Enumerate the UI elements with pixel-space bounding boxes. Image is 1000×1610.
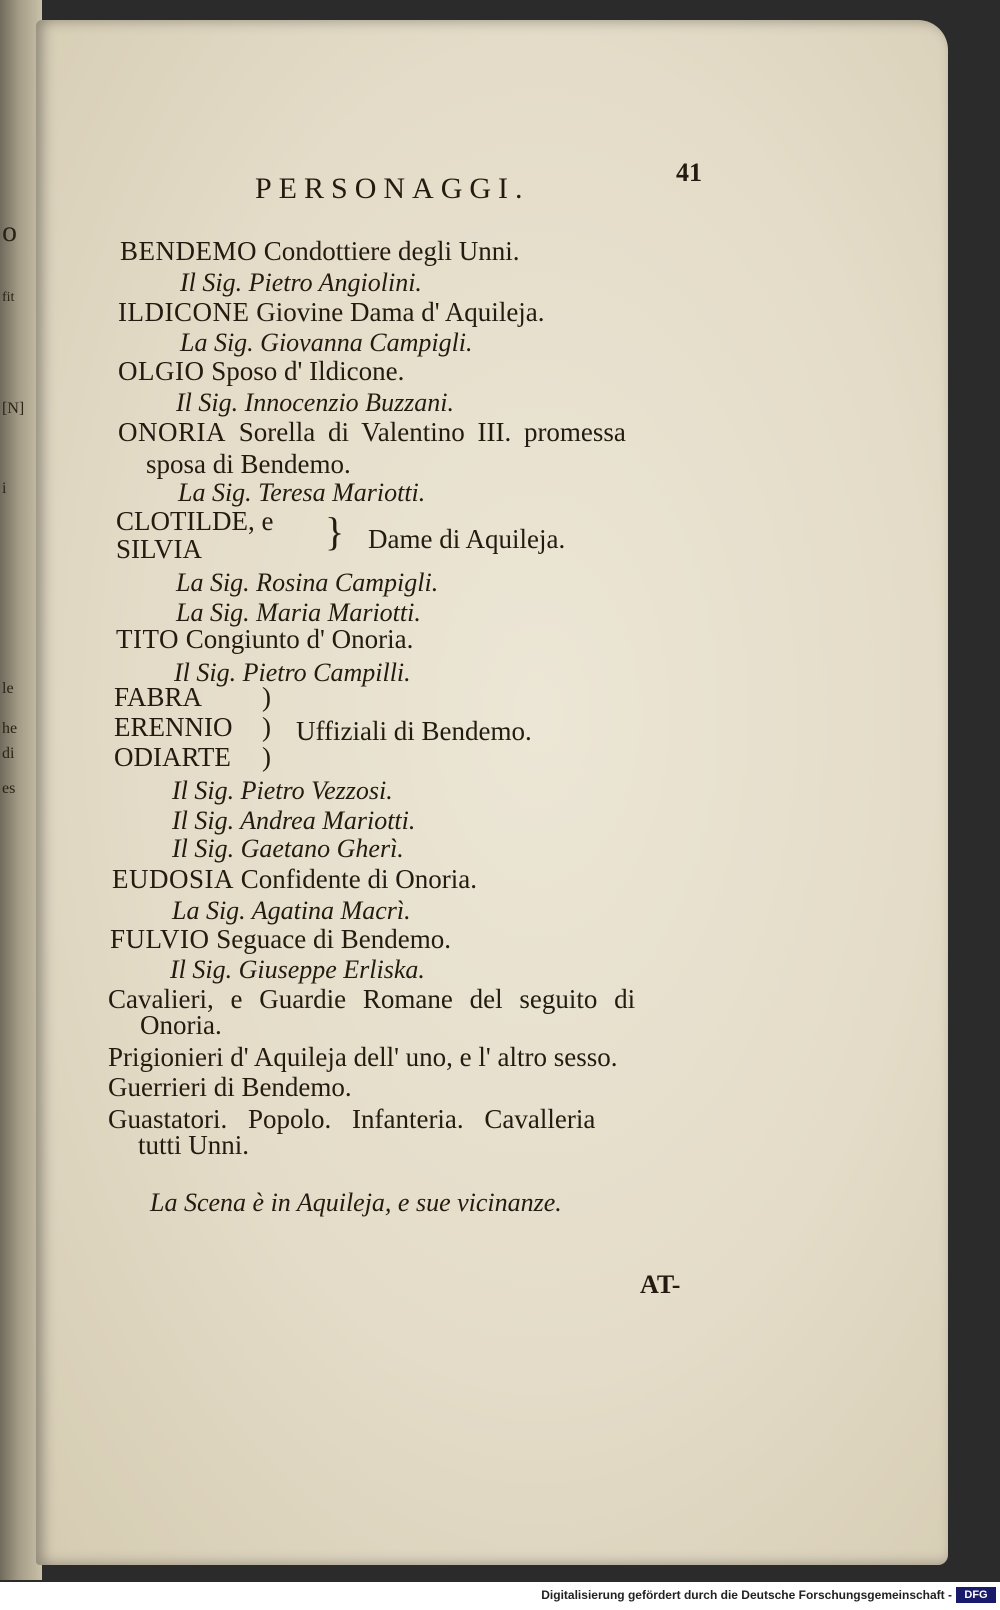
- cast-line: Il Sig. Innocenzio Buzzani.: [176, 388, 455, 417]
- role-name: ODIARTE: [114, 742, 231, 772]
- cast-line: La Sig. Maria Mariotti.: [176, 598, 421, 627]
- role-name: ONORIA: [118, 417, 226, 447]
- role-description: Congiunto d' Onoria.: [185, 624, 414, 654]
- role-name: BENDEMO: [120, 236, 257, 266]
- cast-line: Il Sig. Pietro Campilli.: [174, 658, 411, 687]
- grouping-paren: ): [262, 712, 271, 742]
- grouping-paren: ): [262, 742, 271, 772]
- page-title: PERSONAGGI.: [255, 172, 530, 205]
- role-line: [110, 924, 451, 955]
- cast-line: Il Sig. Gaetano Gherì.: [172, 834, 404, 863]
- left-page-fragment: i: [2, 480, 7, 497]
- left-page-fragment: he: [2, 720, 18, 737]
- role-name: EUDOSIA: [112, 864, 234, 894]
- left-page-fragment: es: [2, 780, 16, 797]
- cast-line: La Sig. Rosina Campigli.: [176, 568, 439, 597]
- role-name: ERENNIO: [114, 712, 233, 742]
- role-name: FABRA: [114, 682, 203, 712]
- role-description: Dame di Aquileja.: [368, 524, 566, 554]
- role-name: FULVIO: [110, 924, 210, 954]
- role-description: Uffiziali di Bendemo.: [296, 716, 532, 746]
- dfg-logo: DFG: [956, 1587, 996, 1603]
- cast-line: La Sig. Teresa Mariotti.: [178, 478, 426, 507]
- page-number: 41: [676, 158, 702, 187]
- role-name: CLOTILDE, e: [116, 506, 274, 536]
- scene-note: La Scena è in Aquileja, e sue vicinanze.: [150, 1188, 562, 1217]
- role-line: [118, 297, 545, 328]
- role-line: [118, 417, 626, 448]
- extras-line: Guastatori. Popolo. Infanteria. Cavalleria: [108, 1104, 596, 1134]
- left-page-fragment: le: [2, 680, 14, 697]
- extras-line: Prigionieri d' Aquileja dell' uno, e l' altro sesso.: [108, 1042, 618, 1072]
- role-description: Condottiere degli Unni.: [263, 236, 520, 266]
- role-description: Sposo d' Ildicone.: [211, 356, 405, 386]
- cast-line: Il Sig. Giuseppe Erliska.: [170, 955, 425, 984]
- extras-line: Onoria.: [140, 1010, 222, 1040]
- role-description: Giovine Dama d' Aquileja.: [256, 297, 545, 327]
- role-line: [118, 356, 404, 387]
- role-name: OLGIO: [118, 356, 205, 386]
- extras-line: Guerrieri di Bendemo.: [108, 1072, 352, 1102]
- catchword: AT-: [640, 1270, 681, 1299]
- cast-line: Il Sig. Pietro Angiolini.: [180, 268, 422, 297]
- role-name: SILVIA: [116, 534, 203, 564]
- grouping-paren: ): [262, 682, 271, 712]
- funding-credit: Digitalisierung gefördert durch die Deutsche Forschungsgemeinschaft -: [541, 1588, 952, 1602]
- left-page-fragment: o: [2, 215, 17, 248]
- role-line: [120, 236, 519, 267]
- footer-bar: [0, 1582, 1000, 1610]
- role-description: Sorella di Valentino III. promessa: [238, 417, 626, 447]
- left-page-fragment: [N]: [2, 400, 25, 417]
- cast-line: La Sig. Giovanna Campigli.: [180, 328, 473, 357]
- extras-line: tutti Unni.: [138, 1130, 250, 1160]
- cast-line: La Sig. Agatina Macrì.: [172, 896, 411, 925]
- role-name: TITO: [116, 624, 179, 654]
- role-description: Seguace di Bendemo.: [216, 924, 451, 954]
- left-page-fragment: fit: [2, 290, 15, 305]
- extras-line: Cavalieri, e Guardie Romane del seguito di: [108, 984, 636, 1014]
- role-line: [112, 864, 477, 895]
- role-line: [116, 624, 413, 655]
- role-name: ILDICONE: [118, 297, 250, 327]
- left-page-fragment: di: [2, 745, 15, 762]
- role-description-continued: sposa di Bendemo.: [146, 449, 351, 479]
- grouping-brace: }: [325, 509, 345, 554]
- role-description: Confidente di Onoria.: [240, 864, 477, 894]
- cast-line: Il Sig. Pietro Vezzosi.: [172, 776, 393, 805]
- cast-line: Il Sig. Andrea Mariotti.: [172, 806, 416, 835]
